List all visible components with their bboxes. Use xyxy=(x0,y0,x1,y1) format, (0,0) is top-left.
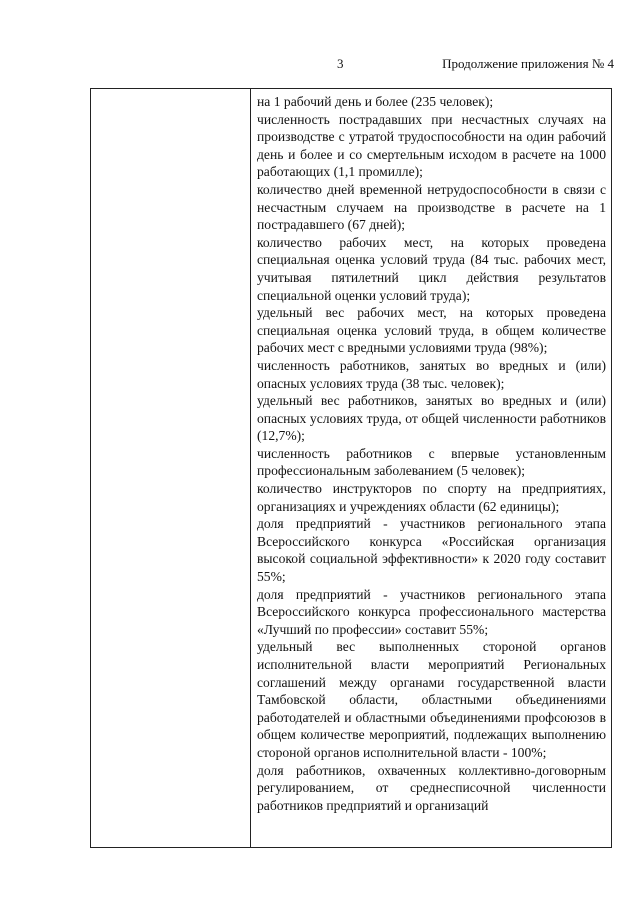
indicator-item: количество дней временной нетрудоспособности в связи с несчастным случаем на производстве в расчете на 1 пострадавшего (67 дней); xyxy=(257,181,606,233)
indicator-item: доля предприятий - участников регионального этапа Всероссийского конкурса «Российская организация высокой социальной эффективности» к 2020 году составит 55%; xyxy=(257,516,606,585)
page-number: 3 xyxy=(337,56,344,71)
indicators-table xyxy=(90,88,612,848)
table-right-cell xyxy=(251,89,611,847)
indicator-item: количество рабочих мест, на которых проведена специальная оценка условий труда (84 тыс. рабочих мест, учитывая пятилетний цикл действия результатов специальной оценки условий труда); xyxy=(257,234,606,303)
indicator-item: удельный вес работников, занятых во вредных и (или) опасных условиях труда, от общей численности работников (12,7%); xyxy=(257,393,606,444)
indicator-item: доля работников, охваченных коллективно-договорным регулированием, от среднесписочной численности работников предприятий и организаций xyxy=(257,762,606,813)
indicator-item: численность пострадавших при несчастных случаях на производстве с утратой трудоспособности на один рабочий день и более и со смертельным исходом в расчете на 1000 работающих (1,1 промилле); xyxy=(257,111,606,180)
indicator-item: на 1 рабочий день и более (235 человек); xyxy=(257,94,494,109)
indicator-item: количество инструкторов по спорту на предприятиях, организациях и учреждениях области (62 единицы); xyxy=(257,481,606,514)
indicator-item: удельный вес рабочих мест, на которых проведена специальная оценка условий труда, в общем количестве рабочих мест с вредными условиями труда (98%); xyxy=(257,305,606,356)
continuation-label: Продолжение приложения № 4 xyxy=(442,56,614,71)
indicator-item: численность работников, занятых во вредных и (или) опасных условиях труда (38 тыс. человек); xyxy=(257,357,606,391)
indicator-item: доля предприятий - участников регионального этапа Всероссийского конкурса профессионального мастерства «Лучший по профессии» составит 55%; xyxy=(257,586,606,637)
indicator-item: удельный вес выполненных стороной органов исполнительной власти мероприятий Региональных соглашений между органами государственной власти Тамбовской области, областными объединениями работодателей и областными объединениями профсоюзов в общем количестве мероприятий, подлежащих выполнению стороной органов исполнительной власти - 100%; xyxy=(257,639,606,760)
indicator-item: численность работников с впервые установленным профессиональным заболеванием (5 человек); xyxy=(257,445,606,479)
table-left-cell xyxy=(91,89,251,847)
